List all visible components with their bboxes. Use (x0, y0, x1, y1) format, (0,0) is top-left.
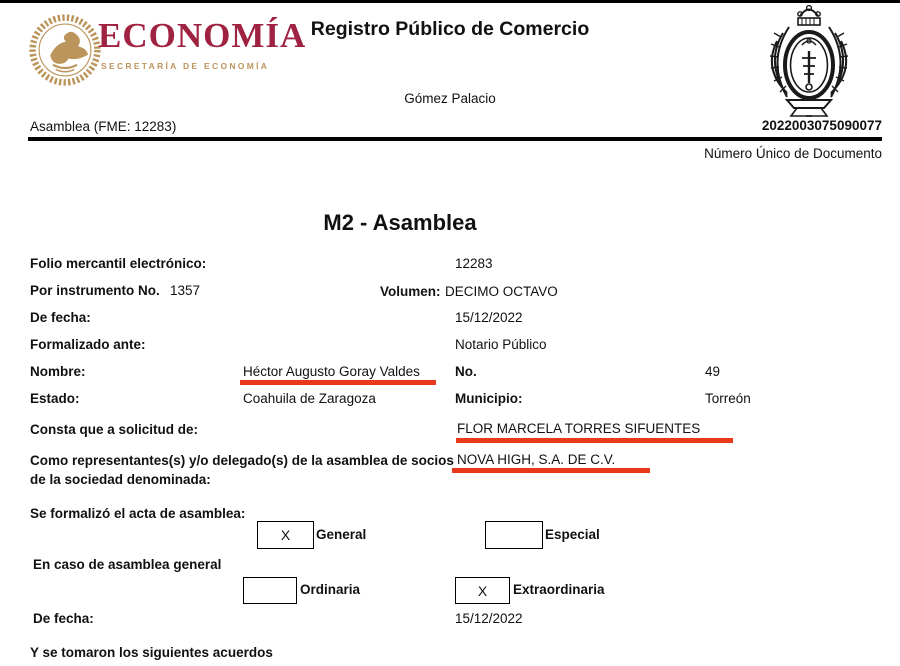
fecha1-value: 15/12/2022 (455, 310, 523, 325)
document-number-caption: Número Único de Documento (704, 146, 882, 161)
estado-value: Coahuila de Zaragoza (243, 391, 376, 406)
checkbox-extraordinaria[interactable] (455, 577, 510, 604)
formalizado-value: Notario Público (455, 337, 547, 352)
checkbox-general[interactable] (257, 521, 314, 549)
mexico-eagle-seal-icon (28, 12, 102, 93)
page-title: Registro Público de Comercio (310, 18, 590, 40)
nombre-value: Héctor Augusto Goray Valdes (243, 364, 420, 379)
solicitud-value: FLOR MARCELA TORRES SIFUENTES (457, 421, 701, 436)
form-title: M2 - Asamblea (323, 210, 477, 235)
estado-label: Estado: (30, 391, 80, 406)
secretaria-subtitle: SECRETARÍA DE ECONOMÍA (101, 61, 270, 71)
extraordinaria-label: Extraordinaria (513, 582, 605, 597)
acuerdos-label: Y se tomaron los siguientes acuerdos (30, 645, 273, 660)
folio-label: Folio mercantil electrónico: (30, 256, 207, 271)
municipio-value: Torreón (705, 391, 751, 406)
instrumento-label: Por instrumento No. (30, 283, 160, 298)
volumen-row (380, 283, 558, 301)
caso-asamblea-label: En caso de asamblea general (33, 557, 222, 572)
red-underline-sociedad (452, 468, 650, 473)
especial-label: Especial (545, 527, 600, 542)
notario-no-value: 49 (705, 364, 721, 379)
solicitud-label: Consta que a solicitud de: (30, 422, 199, 437)
nombre-label: Nombre: (30, 364, 86, 379)
checkbox-extraordinaria-mark: X (477, 582, 488, 599)
municipio-label: Municipio: (455, 391, 523, 406)
formalizado-label: Formalizado ante: (30, 337, 146, 352)
acta-label: Se formalizó el acta de asamblea: (30, 506, 246, 521)
ordinaria-label: Ordinaria (300, 582, 361, 597)
volumen-label: Volumen: (380, 284, 441, 299)
gomez-palacio-crest-icon (756, 3, 862, 124)
general-label: General (316, 527, 367, 542)
unique-document-number: 2022003075090077 (761, 118, 882, 133)
economia-brand-wordmark: ECONOMÍA (98, 16, 307, 55)
notario-no-label: No. (455, 364, 477, 379)
instrumento-value: 1357 (170, 283, 201, 298)
folio-value: 12283 (455, 256, 493, 271)
header-divider-rule (28, 137, 882, 141)
office-name: Gómez Palacio (404, 91, 496, 106)
sociedad-value: NOVA HIGH, S.A. DE C.V. (457, 452, 616, 467)
fecha2-value: 15/12/2022 (455, 611, 523, 626)
checkbox-general-mark: X (280, 527, 291, 543)
document-subject: Asamblea (FME: 12283) (30, 119, 177, 134)
volumen-value: DECIMO OCTAVO (444, 284, 558, 299)
fecha2-label: De fecha: (33, 611, 94, 626)
red-underline-nombre (240, 380, 436, 385)
representantes-label: Como representantes(s) y/o delegado(s) de la asamblea de socios de la sociedad denominada: (30, 453, 454, 487)
checkbox-especial[interactable] (485, 521, 543, 549)
checkbox-ordinaria[interactable] (243, 577, 297, 604)
fecha1-label: De fecha: (30, 310, 91, 325)
red-underline-solicitante (456, 438, 733, 443)
